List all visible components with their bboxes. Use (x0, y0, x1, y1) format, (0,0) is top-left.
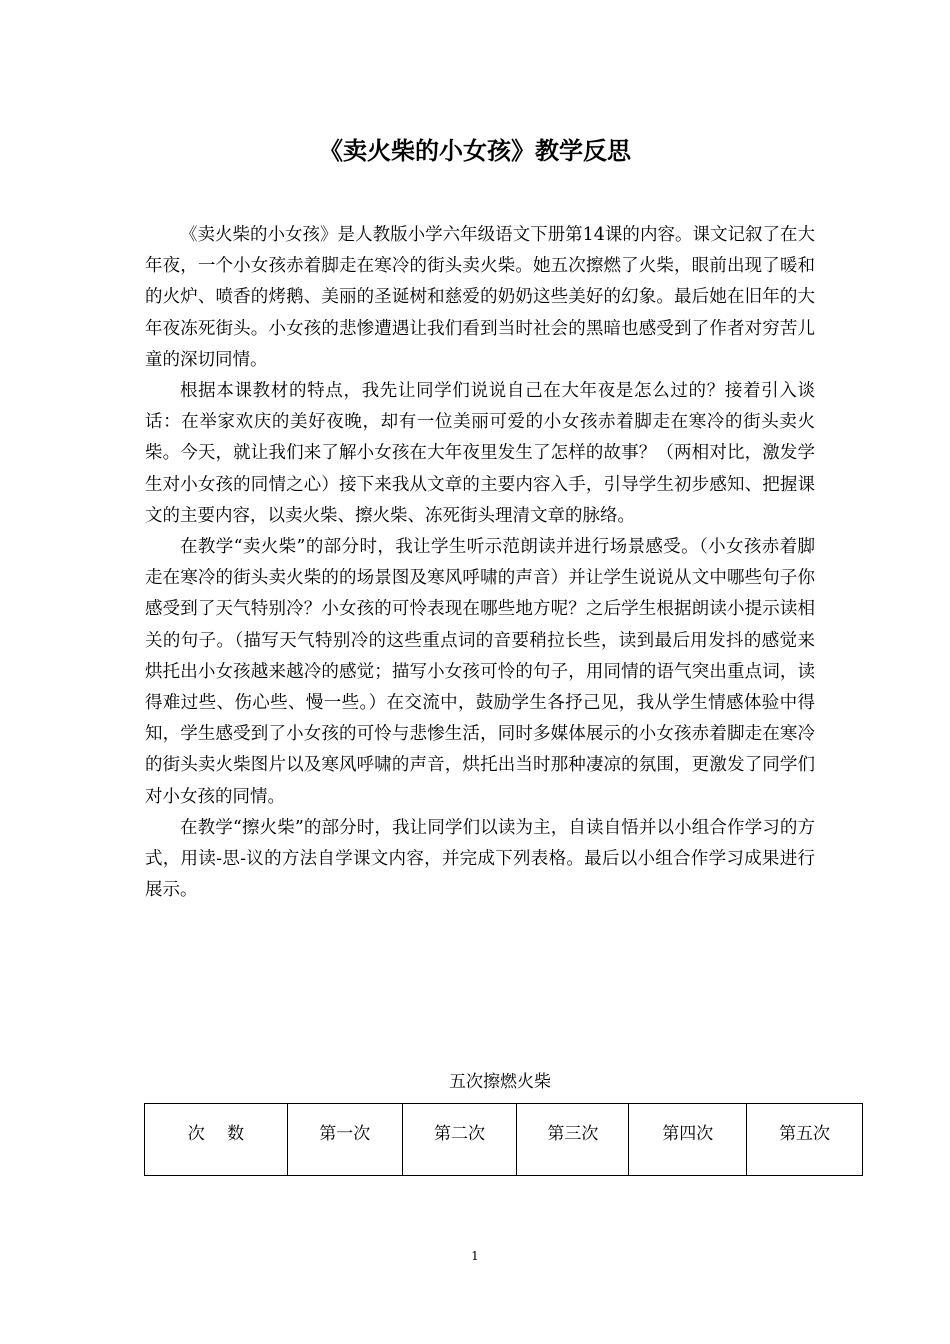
table-header-row (145, 1104, 863, 1176)
table-header-cell: 第三次 (517, 1104, 629, 1176)
page-number: 1 (471, 1249, 479, 1263)
table-caption: 五次擦燃火柴 (449, 1072, 551, 1092)
match-strikes-table (144, 1103, 863, 1176)
paragraph-4: 在教学“擦火柴”的部分时，我让同学们以读为主，自读自悟并以小组合作学习的方式，用读-思-议的方法自学课文内容，并完成下列表格。最后以小组合作学习成果进行展示。 (145, 817, 815, 901)
table-header-cell: 第五次 (747, 1104, 863, 1176)
table-header-cell: 次 数 (145, 1104, 288, 1176)
paragraph-1: 《卖火柴的小女孩》是人教版小学六年级语文下册第14课的内容。课文记叙了在大年夜，一个小女孩赤着脚走在寒冷的街头卖火柴。她五次擦燃了火柴，眼前出现了暖和的火炉、喷香的烤鹅、美丽的圣诞树和慈爱的奶奶这些美好的幻象。最后她在旧年的大年夜冻死街头。小女孩的悲惨遭遇让我们看到当时社会的黑暗也感受到了作者对穷苦儿童的深切同情。 (145, 225, 815, 370)
table-header-cell: 第四次 (629, 1104, 747, 1176)
paragraph-3: 在教学“卖火柴”的部分时，我让学生听示范朗读并进行场景感受。（小女孩赤着脚走在寒冷的街头卖火柴的的场景图及寒风呼啸的声音）并让学生说说从文中哪些句子你感受到了天气特别冷？小女孩的可怜表现在哪些地方呢？之后学生根据朗读小提示读相关的句子。（描写天气特别冷的这些重点词的音要稍拉长些，读到最后用发抖的感觉来烘托出小女孩越来越冷的感觉；描写小女孩可怜的句子，用同情的语气突出重点词，读得难过些、伤心些、慢一些。）在交流中，鼓励学生各抒己见，我从学生情感体验中得知，学生感受到了小女孩的可怜与悲惨生活，同时多媒体展示的小女孩赤着脚走在寒冷的街头卖火柴图片以及寒风呼啸的声音，烘托出当时那种凄凉的氛围，更激发了同学们对小女孩的同情。 (145, 537, 815, 807)
paragraph-2: 根据本课教材的特点，我先让同学们说说自己在大年夜是怎么过的？接着引入谈话：在举家欢庆的美好夜晚，却有一位美丽可爱的小女孩赤着脚走在寒冷的街头卖火柴。今天，就让我们来了解小女孩在大年夜里发生了怎样的故事？（两相对比，激发学生对小女孩的同情之心）接下来我从文章的主要内容入手，引导学生初步感知、把握课文的主要内容，以卖火柴、擦火柴、冻死街头理清文章的脉络。 (145, 381, 815, 526)
table-header-cell: 第一次 (287, 1104, 402, 1176)
table-header-cell: 第二次 (402, 1104, 517, 1176)
document-title: 《卖火柴的小女孩》教学反思 (319, 136, 631, 165)
document-body (145, 220, 815, 906)
